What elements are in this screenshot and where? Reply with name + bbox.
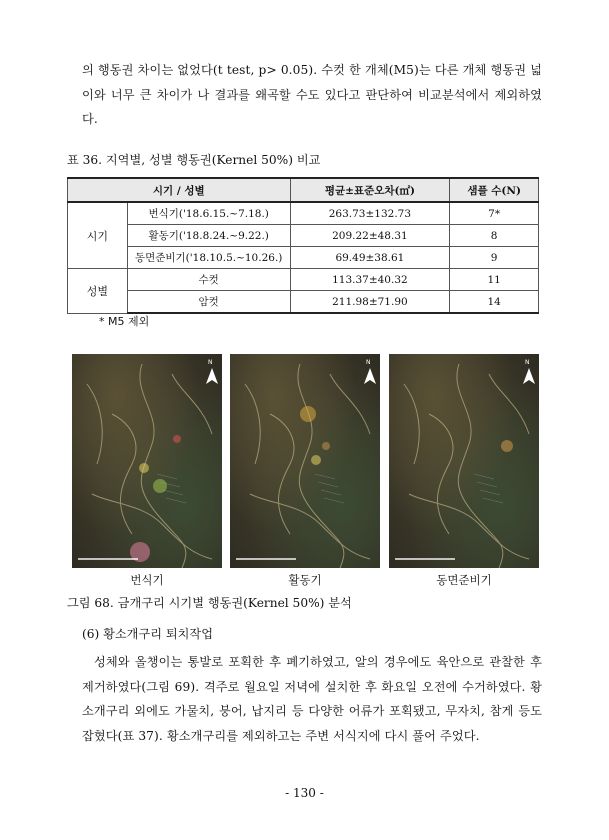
page-number: - 130 -	[285, 786, 324, 800]
row-n: 14	[450, 291, 539, 314]
table-header-row	[68, 178, 539, 202]
row-n: 7*	[450, 202, 539, 225]
row-name: 수컷	[127, 269, 290, 291]
header-period-sex: 시기 / 성별	[68, 178, 291, 202]
row-n: 11	[450, 269, 539, 291]
table-footnote: * M5 제외	[99, 315, 150, 328]
table-row	[68, 202, 539, 225]
north-arrow-icon	[206, 368, 218, 384]
satellite-image	[230, 354, 380, 568]
row-name: 번식기('18.6.15.~7.18.)	[127, 202, 290, 225]
row-n: 8	[450, 225, 539, 247]
home-range-table	[67, 177, 539, 314]
north-label: N	[366, 359, 371, 366]
group-label-sex: 성별	[68, 269, 128, 314]
satellite-image	[389, 354, 539, 568]
row-mean: 263.73±132.73	[290, 202, 450, 225]
row-name: 동면준비기('18.10.5.~10.26.)	[127, 247, 290, 269]
map-label-breeding: 번식기	[130, 573, 164, 587]
header-sample-size: 샘플 수(N)	[450, 178, 539, 202]
table-caption: 표 36. 지역별, 성별 행동권(Kernel 50%) 비교	[67, 153, 321, 167]
scale-bar	[78, 558, 138, 560]
table-row	[68, 291, 539, 314]
row-mean: 211.98±71.90	[290, 291, 450, 314]
map-breeding-season	[72, 354, 222, 568]
map-pre-hibernation	[389, 354, 539, 568]
map-active-season	[230, 354, 380, 568]
satellite-image	[72, 354, 222, 568]
top-paragraph: 의 행동권 차이는 없었다(t test, p> 0.05). 수컷 한 개체(M5)는 다른 개체 행동권 넓이와 너무 큰 차이가 나 결과를 왜곡할 수도 있다고 판단하여 비교분석에서 제외하였다.	[82, 63, 542, 126]
north-label: N	[525, 359, 530, 366]
north-arrow-icon	[364, 368, 376, 384]
map-label-active: 활동기	[288, 573, 322, 587]
figure-caption: 그림 68. 금개구리 시기별 행동권(Kernel 50%) 분석	[67, 596, 352, 610]
table-row	[68, 247, 539, 269]
table-row	[68, 269, 539, 291]
north-arrow-icon	[523, 368, 535, 384]
north-label: N	[208, 359, 213, 366]
row-name: 암컷	[127, 291, 290, 314]
group-label-period: 시기	[68, 202, 128, 269]
map-label-pre-hibernation: 동면준비기	[436, 573, 492, 587]
table-row	[68, 225, 539, 247]
row-mean: 209.22±48.31	[290, 225, 450, 247]
row-name: 활동기('18.8.24.~9.22.)	[127, 225, 290, 247]
header-mean: 평균±표준오차(㎡)	[290, 178, 450, 202]
row-mean: 113.37±40.32	[290, 269, 450, 291]
section-subheading: (6) 황소개구리 퇴치작업	[82, 627, 213, 641]
bottom-paragraph: 성체와 올챙이는 통발로 포획한 후 폐기하였고, 알의 경우에도 육안으로 관찰한 후 제거하였다(그림 69). 격주로 월요일 저녁에 설치한 후 화요일 오전에 수거하였다. 황소개구리 외에도 가물치, 붕어, 납지리 등 다양한 어류가 포획됐고, 무자치, 참게 등도 잡혔다(표 37). 황소개구리를 제외하고는 주변 서식지에 다시 풀어 주었다.	[82, 655, 542, 743]
row-n: 9	[450, 247, 539, 269]
row-mean: 69.49±38.61	[290, 247, 450, 269]
scale-bar	[395, 558, 455, 560]
scale-bar	[236, 558, 296, 560]
